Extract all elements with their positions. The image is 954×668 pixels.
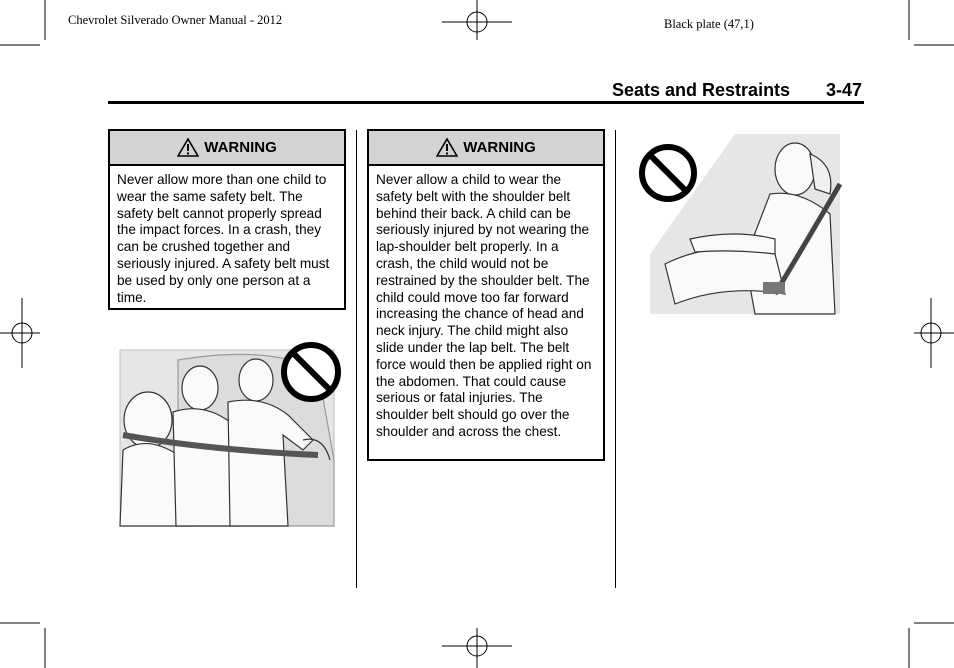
warning-triangle-icon [177, 138, 199, 157]
document-title: Chevrolet Silverado Owner Manual - 2012 [68, 13, 283, 27]
registration-crosshair-icon [914, 298, 954, 368]
page-number: 3-47 [826, 80, 863, 100]
warning-triangle-icon [436, 138, 458, 157]
registration-crosshair-icon [442, 0, 512, 40]
warning-text: Never allow a child to wear the safety belt with the shoulder belt behind their back. A child can be seriously injured by not wearing the lap-shoulder belt properly. In a crash, the child would not be restrained by the shoulder belt. The child could move too far forward increasing the chance of head and neck injury. The child might also slide under the lap belt. The belt force would then be applied right on the abdomen. That could cause serious or fatal injuries. The shoulder belt should go over the shoulder and across the chest. [376, 172, 592, 439]
prohibition-icon [642, 147, 694, 199]
registration-crosshair-icon [0, 298, 40, 368]
warning-heading: WARNING [204, 139, 277, 156]
warning-box [367, 129, 605, 461]
warning-box [108, 129, 346, 310]
warning-header [110, 131, 344, 166]
warning-header [369, 131, 603, 166]
column-divider [356, 130, 357, 588]
header-rule [108, 101, 864, 104]
column-divider [615, 130, 616, 588]
illustration-children-sharing-belt [118, 340, 342, 528]
registration-crosshair-icon [442, 628, 512, 668]
section-title: Seats and Restraints [612, 80, 791, 100]
illustration-belt-behind-back [635, 134, 845, 316]
warning-heading: WARNING [463, 139, 536, 156]
warning-text: Never allow more than one child to wear the same safety belt. The safety belt cannot properly spread the impact forces. In a crash, they can be crushed together and seriously injured. A safety belt must be used by only one person at a time. [117, 172, 330, 305]
prohibition-icon [284, 345, 338, 399]
plate-label: Black plate (47,1) [664, 17, 754, 31]
